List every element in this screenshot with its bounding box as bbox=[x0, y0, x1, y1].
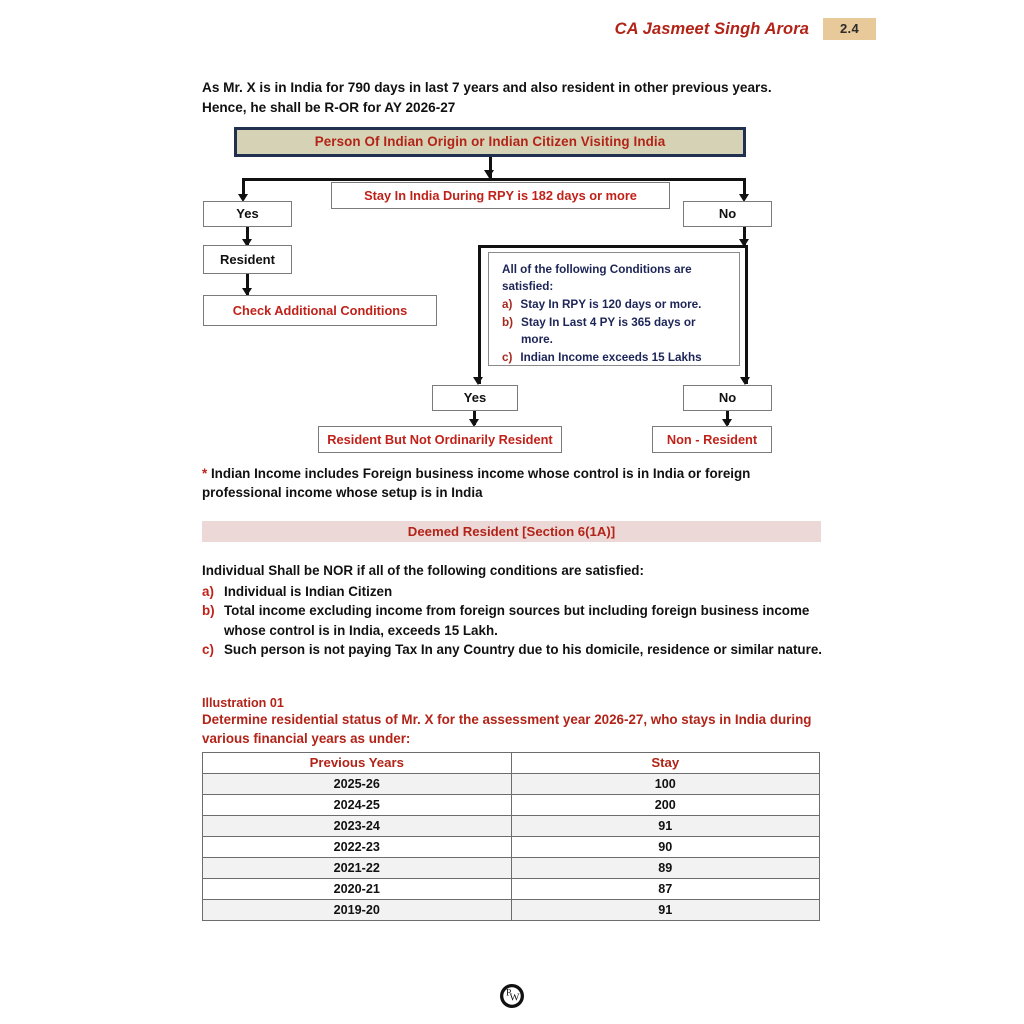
cell-previous-year: 2019-20 bbox=[203, 900, 512, 921]
table-row bbox=[203, 837, 820, 858]
condition-marker: c) bbox=[502, 350, 513, 364]
connector-yes-to-rnor bbox=[473, 411, 476, 425]
page-number-badge: 2.4 bbox=[823, 18, 876, 40]
table-row bbox=[203, 900, 820, 921]
nor-item-marker: b) bbox=[202, 603, 215, 619]
flow-node-yes-upper[interactable]: Yes bbox=[203, 201, 292, 227]
table-header-row bbox=[203, 753, 820, 774]
connector-resident-to-check bbox=[246, 274, 249, 295]
cell-stay: 90 bbox=[511, 837, 820, 858]
table-row bbox=[203, 816, 820, 837]
condition-marker: b) bbox=[502, 315, 514, 329]
table-body bbox=[203, 774, 820, 921]
table-header-stay: Stay bbox=[511, 753, 820, 774]
cell-stay: 200 bbox=[511, 795, 820, 816]
nor-conditions-list bbox=[202, 582, 822, 660]
table-header-previous-years: Previous Years bbox=[203, 753, 512, 774]
intro-paragraph bbox=[202, 78, 802, 117]
flow-node-conditions-box[interactable] bbox=[488, 252, 740, 366]
cell-previous-year: 2023-24 bbox=[203, 816, 512, 837]
conditions-heading: All of the following Conditions are satisfied: bbox=[502, 263, 692, 293]
conditions-list bbox=[502, 297, 729, 367]
connector-conditions-left-rail bbox=[478, 245, 481, 384]
pw-logo-icon bbox=[499, 983, 525, 1009]
connector-conditions-right-rail bbox=[745, 245, 748, 384]
cell-previous-year: 2025-26 bbox=[203, 774, 512, 795]
asterisk-icon: * bbox=[202, 466, 208, 481]
arrowhead-conditions-left bbox=[473, 377, 483, 385]
intro-line-2: Hence, he shall be R-OR for AY 2026-27 bbox=[202, 99, 456, 115]
cell-previous-year: 2024-25 bbox=[203, 795, 512, 816]
connector-right-drop bbox=[743, 178, 746, 199]
nor-item-marker: c) bbox=[202, 642, 214, 658]
cell-stay: 91 bbox=[511, 900, 820, 921]
header-author-name: CA Jasmeet Singh Arora bbox=[614, 19, 810, 38]
table-row bbox=[203, 774, 820, 795]
condition-item bbox=[502, 297, 729, 314]
intro-line-1: As Mr. X is in India for 790 days in last 7 years and also resident in other previous years. bbox=[202, 80, 772, 95]
arrowhead-conditions-right bbox=[740, 377, 750, 385]
connector-conditions-top-rail bbox=[478, 245, 748, 248]
connector-no-to-non-resident bbox=[726, 411, 729, 425]
nor-item-text: Individual is Indian Citizen bbox=[224, 583, 393, 599]
footnote-text: Indian Income includes Foreign business income whose control is in India or foreign professional income whose setup is in India bbox=[202, 466, 751, 501]
nor-lead-text: Individual Shall be NOR if all of the following conditions are satisfied: bbox=[202, 563, 644, 578]
nor-item-marker: a) bbox=[202, 583, 214, 599]
cell-stay: 87 bbox=[511, 879, 820, 900]
illustration-body: Determine residential status of Mr. X for the assessment year 2026-27, who stays in India during various financial years as under: bbox=[202, 712, 812, 747]
flow-node-yes-lower[interactable]: Yes bbox=[432, 385, 518, 411]
cell-stay: 100 bbox=[511, 774, 820, 795]
condition-text: Stay In RPY is 120 days or more. bbox=[520, 297, 702, 311]
cell-stay: 89 bbox=[511, 858, 820, 879]
flow-node-check-additional-conditions[interactable]: Check Additional Conditions bbox=[203, 295, 437, 326]
arrowhead-no-to-conditions bbox=[739, 239, 749, 247]
illustration-title: Illustration 01 bbox=[202, 696, 284, 710]
flow-node-decision-182-days[interactable]: Stay In India During RPY is 182 days or more bbox=[331, 182, 670, 209]
flow-node-title[interactable]: Person Of Indian Origin or Indian Citizen Visiting India bbox=[234, 127, 746, 157]
flow-node-resident-not-ordinarily[interactable]: Resident But Not Ordinarily Resident bbox=[318, 426, 562, 453]
svg-text:P: P bbox=[505, 988, 512, 999]
page-header bbox=[615, 18, 876, 40]
cell-previous-year: 2020-21 bbox=[203, 879, 512, 900]
nor-list-item bbox=[202, 582, 822, 602]
flow-node-no-upper[interactable]: No bbox=[683, 201, 772, 227]
nor-item-text: Such person is not paying Tax In any Country due to his domicile, residence or similar nature. bbox=[224, 642, 822, 658]
connector-yes-to-resident bbox=[246, 227, 249, 246]
cell-previous-year: 2022-23 bbox=[203, 837, 512, 858]
nor-list-item bbox=[202, 601, 822, 640]
table-row bbox=[203, 858, 820, 879]
table-row bbox=[203, 795, 820, 816]
connector-title-stem bbox=[489, 157, 492, 178]
condition-item bbox=[502, 315, 729, 349]
connector-left-drop bbox=[242, 178, 245, 199]
flow-node-resident[interactable]: Resident bbox=[203, 245, 292, 274]
deemed-resident-banner: Deemed Resident [Section 6(1A)] bbox=[202, 521, 821, 542]
nor-item-text: Total income excluding income from foreign sources but including foreign business income whose control is in India, exceeds 15 Lakh. bbox=[224, 603, 810, 638]
cell-previous-year: 2021-22 bbox=[203, 858, 512, 879]
nor-conditions-section bbox=[202, 561, 822, 660]
previous-years-stay-table bbox=[202, 752, 820, 921]
table-row bbox=[203, 879, 820, 900]
illustration-section bbox=[202, 696, 812, 749]
condition-text: Indian Income exceeds 15 Lakhs bbox=[520, 350, 702, 364]
condition-text: Stay In Last 4 PY is 365 days or more. bbox=[521, 315, 696, 346]
nor-list-item bbox=[202, 640, 822, 660]
flow-node-no-lower[interactable]: No bbox=[683, 385, 772, 411]
condition-marker: a) bbox=[502, 297, 513, 311]
arrowhead-title-stem bbox=[484, 170, 494, 178]
flow-node-non-resident[interactable]: Non - Resident bbox=[652, 426, 772, 453]
svg-text:W: W bbox=[509, 992, 520, 1004]
condition-item bbox=[502, 350, 729, 367]
cell-stay: 91 bbox=[511, 816, 820, 837]
indian-income-footnote bbox=[202, 464, 802, 503]
connector-no-to-conditions bbox=[743, 227, 746, 246]
connector-branch-bar bbox=[242, 178, 746, 181]
